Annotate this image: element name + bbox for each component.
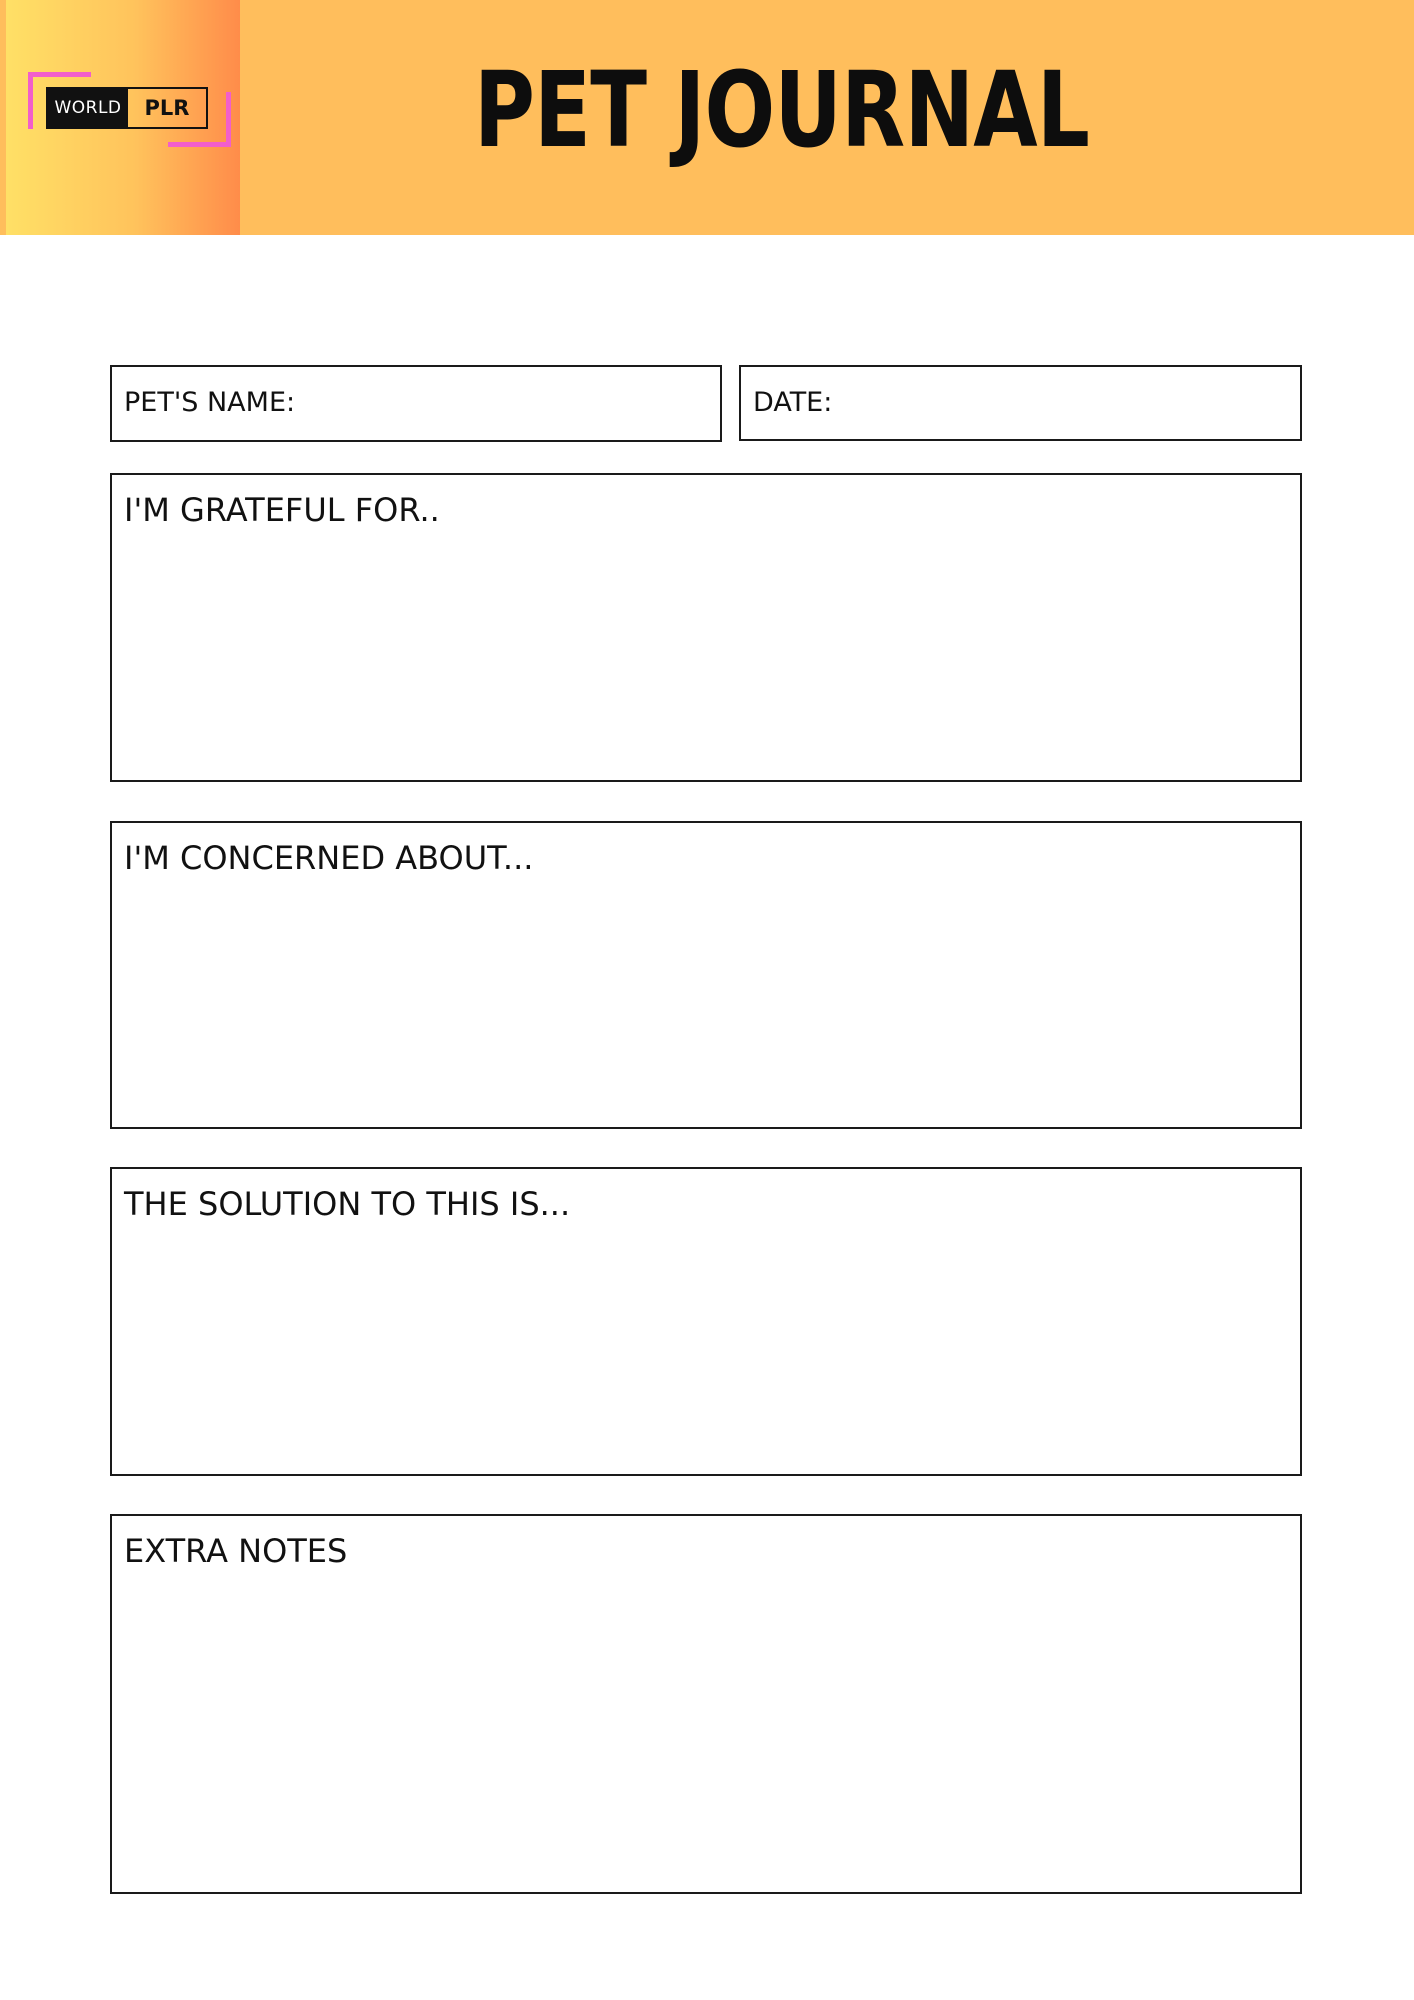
pet-name-label: PET'S NAME:	[124, 387, 296, 418]
page-header	[0, 0, 1414, 235]
solution-label: THE SOLUTION TO THIS IS...	[124, 1185, 571, 1223]
date-field[interactable]	[739, 365, 1302, 441]
grateful-for-box[interactable]	[110, 473, 1302, 782]
logo-word-world: WORLD	[48, 89, 128, 127]
extra-notes-box[interactable]	[110, 1514, 1302, 1894]
concerned-about-label: I'M CONCERNED ABOUT...	[124, 839, 534, 877]
logo	[46, 87, 208, 129]
concerned-about-box[interactable]	[110, 821, 1302, 1129]
logo-word-plr: PLR	[144, 96, 190, 120]
grateful-for-label: I'M GRATEFUL FOR..	[124, 491, 440, 529]
logo-panel	[6, 0, 240, 235]
solution-box[interactable]	[110, 1167, 1302, 1476]
extra-notes-label: EXTRA NOTES	[124, 1532, 348, 1570]
date-label: DATE:	[753, 387, 833, 418]
page-title: PET JOURNAL	[474, 49, 1090, 171]
pet-name-field[interactable]	[110, 365, 722, 442]
